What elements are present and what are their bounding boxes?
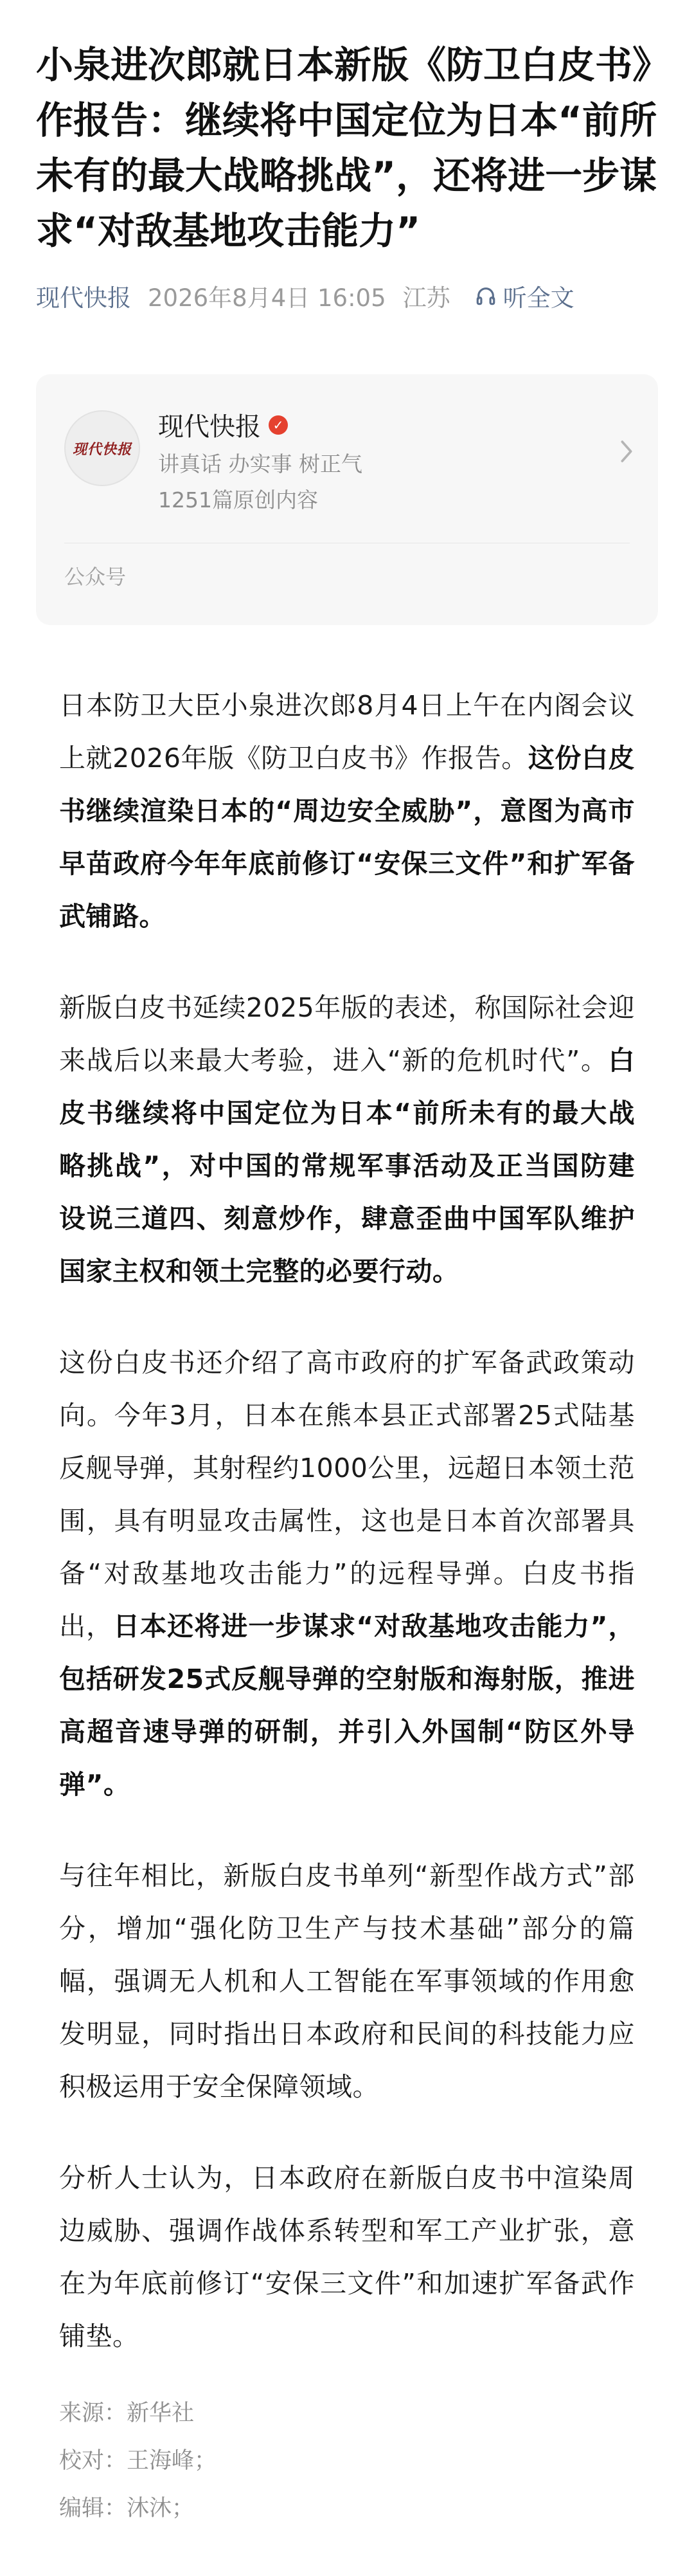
account-name: 现代快报 [158, 412, 261, 442]
paragraph-5 [59, 2152, 635, 2363]
article-credits [59, 2390, 217, 2532]
article-title: 小泉进次郎就日本新版《防卫白皮书》作报告：继续将中国定位为日本“前所未有的最大战略挑战”，还将进一步谋求“对敌基地攻击能力” [36, 43, 657, 253]
paragraph-bold-text: 这份白皮书继续渲染日本的“周边安全威胁”，意图为高市早苗政府今年年底前修订“安保三文件”和扩军备武铺路。 [59, 743, 636, 932]
account-card[interactable] [36, 374, 658, 625]
paragraph-2 [59, 981, 635, 1298]
paragraph-4 [59, 1849, 635, 2113]
chevron-right-icon[interactable] [618, 439, 635, 464]
headphones-icon [475, 285, 497, 307]
listen-full-text-button[interactable] [475, 278, 574, 313]
paragraph-bold-text: 日本还将进一步谋求“对敌基地攻击能力”，包括研发25式反舰导弹的空射版和海射版，推进高超音速导弹的研制，并引入外国制“防区外导弹”。 [59, 1611, 636, 1800]
paragraph-1 [59, 679, 635, 943]
paragraph-text: 这份白皮书还介绍了高市政府的扩军备武政策动向。今年3月，日本在熊本县正式部署25式陆基反舰导弹，其射程约1000公里，远超日本领土范围，具有明显攻击属性，这也是日本首次部署具备“对敌基地攻击能力”的远程导弹。白皮书指出， [59, 1347, 635, 1642]
credit-proofreader: 校对：王海峰； [59, 2448, 217, 2474]
account-avatar: 现代快报 [64, 410, 140, 486]
account-slogan: 讲真话 办实事 树正气 [158, 451, 362, 476]
paragraph-text: 分析人士认为，日本政府在新版白皮书中渲染周边威胁、强调作战体系转型和军工产业扩张，意在为年底前修订“安保三文件”和加速扩军备武作铺垫。 [59, 2163, 635, 2352]
paragraph-bold-text: 白皮书继续将中国定位为日本“前所未有的最大战略挑战”，对中国的常规军事活动及正当国防建设说三道四、刻意炒作，肆意歪曲中国军队维护国家主权和领土完整的必要行动。 [59, 1045, 635, 1287]
article-meta [36, 277, 574, 315]
publish-date: 2026年8月4日 16:05 [148, 284, 386, 312]
account-original-count: 1251篇原创内容 [158, 487, 318, 512]
credit-editor: 编辑：沐沐； [59, 2496, 195, 2521]
publish-region: 江苏 [402, 284, 450, 312]
paragraph-text: 日本防卫大臣小泉进次郎8月4日上午在内阁会议上就2026年版《防卫白皮书》作报告。 [59, 690, 635, 774]
account-type-label: 公众号 [64, 565, 127, 589]
paragraph-3 [59, 1336, 635, 1811]
account-name-row [158, 406, 288, 443]
credit-source: 来源：新华社 [59, 2400, 195, 2426]
source-name-link[interactable]: 现代快报 [36, 284, 131, 312]
paragraph-text: 与往年相比，新版白皮书单列“新型作战方式”部分，增加“强化防卫生产与技术基础”部分的篇幅，强调无人机和人工智能在军事领域的作用愈发明显，同时指出日本政府和民间的科技能力应积极运用于安全保障领域。 [59, 1860, 635, 2102]
verified-badge-icon: ✓ [269, 415, 288, 435]
listen-label: 听全文 [503, 284, 574, 312]
article-body [59, 679, 635, 2401]
paragraph-text: 新版白皮书延续2025年版的表述，称国际社会迎来战后以来最大考验，进入“新的危机时代”。 [59, 992, 635, 1076]
